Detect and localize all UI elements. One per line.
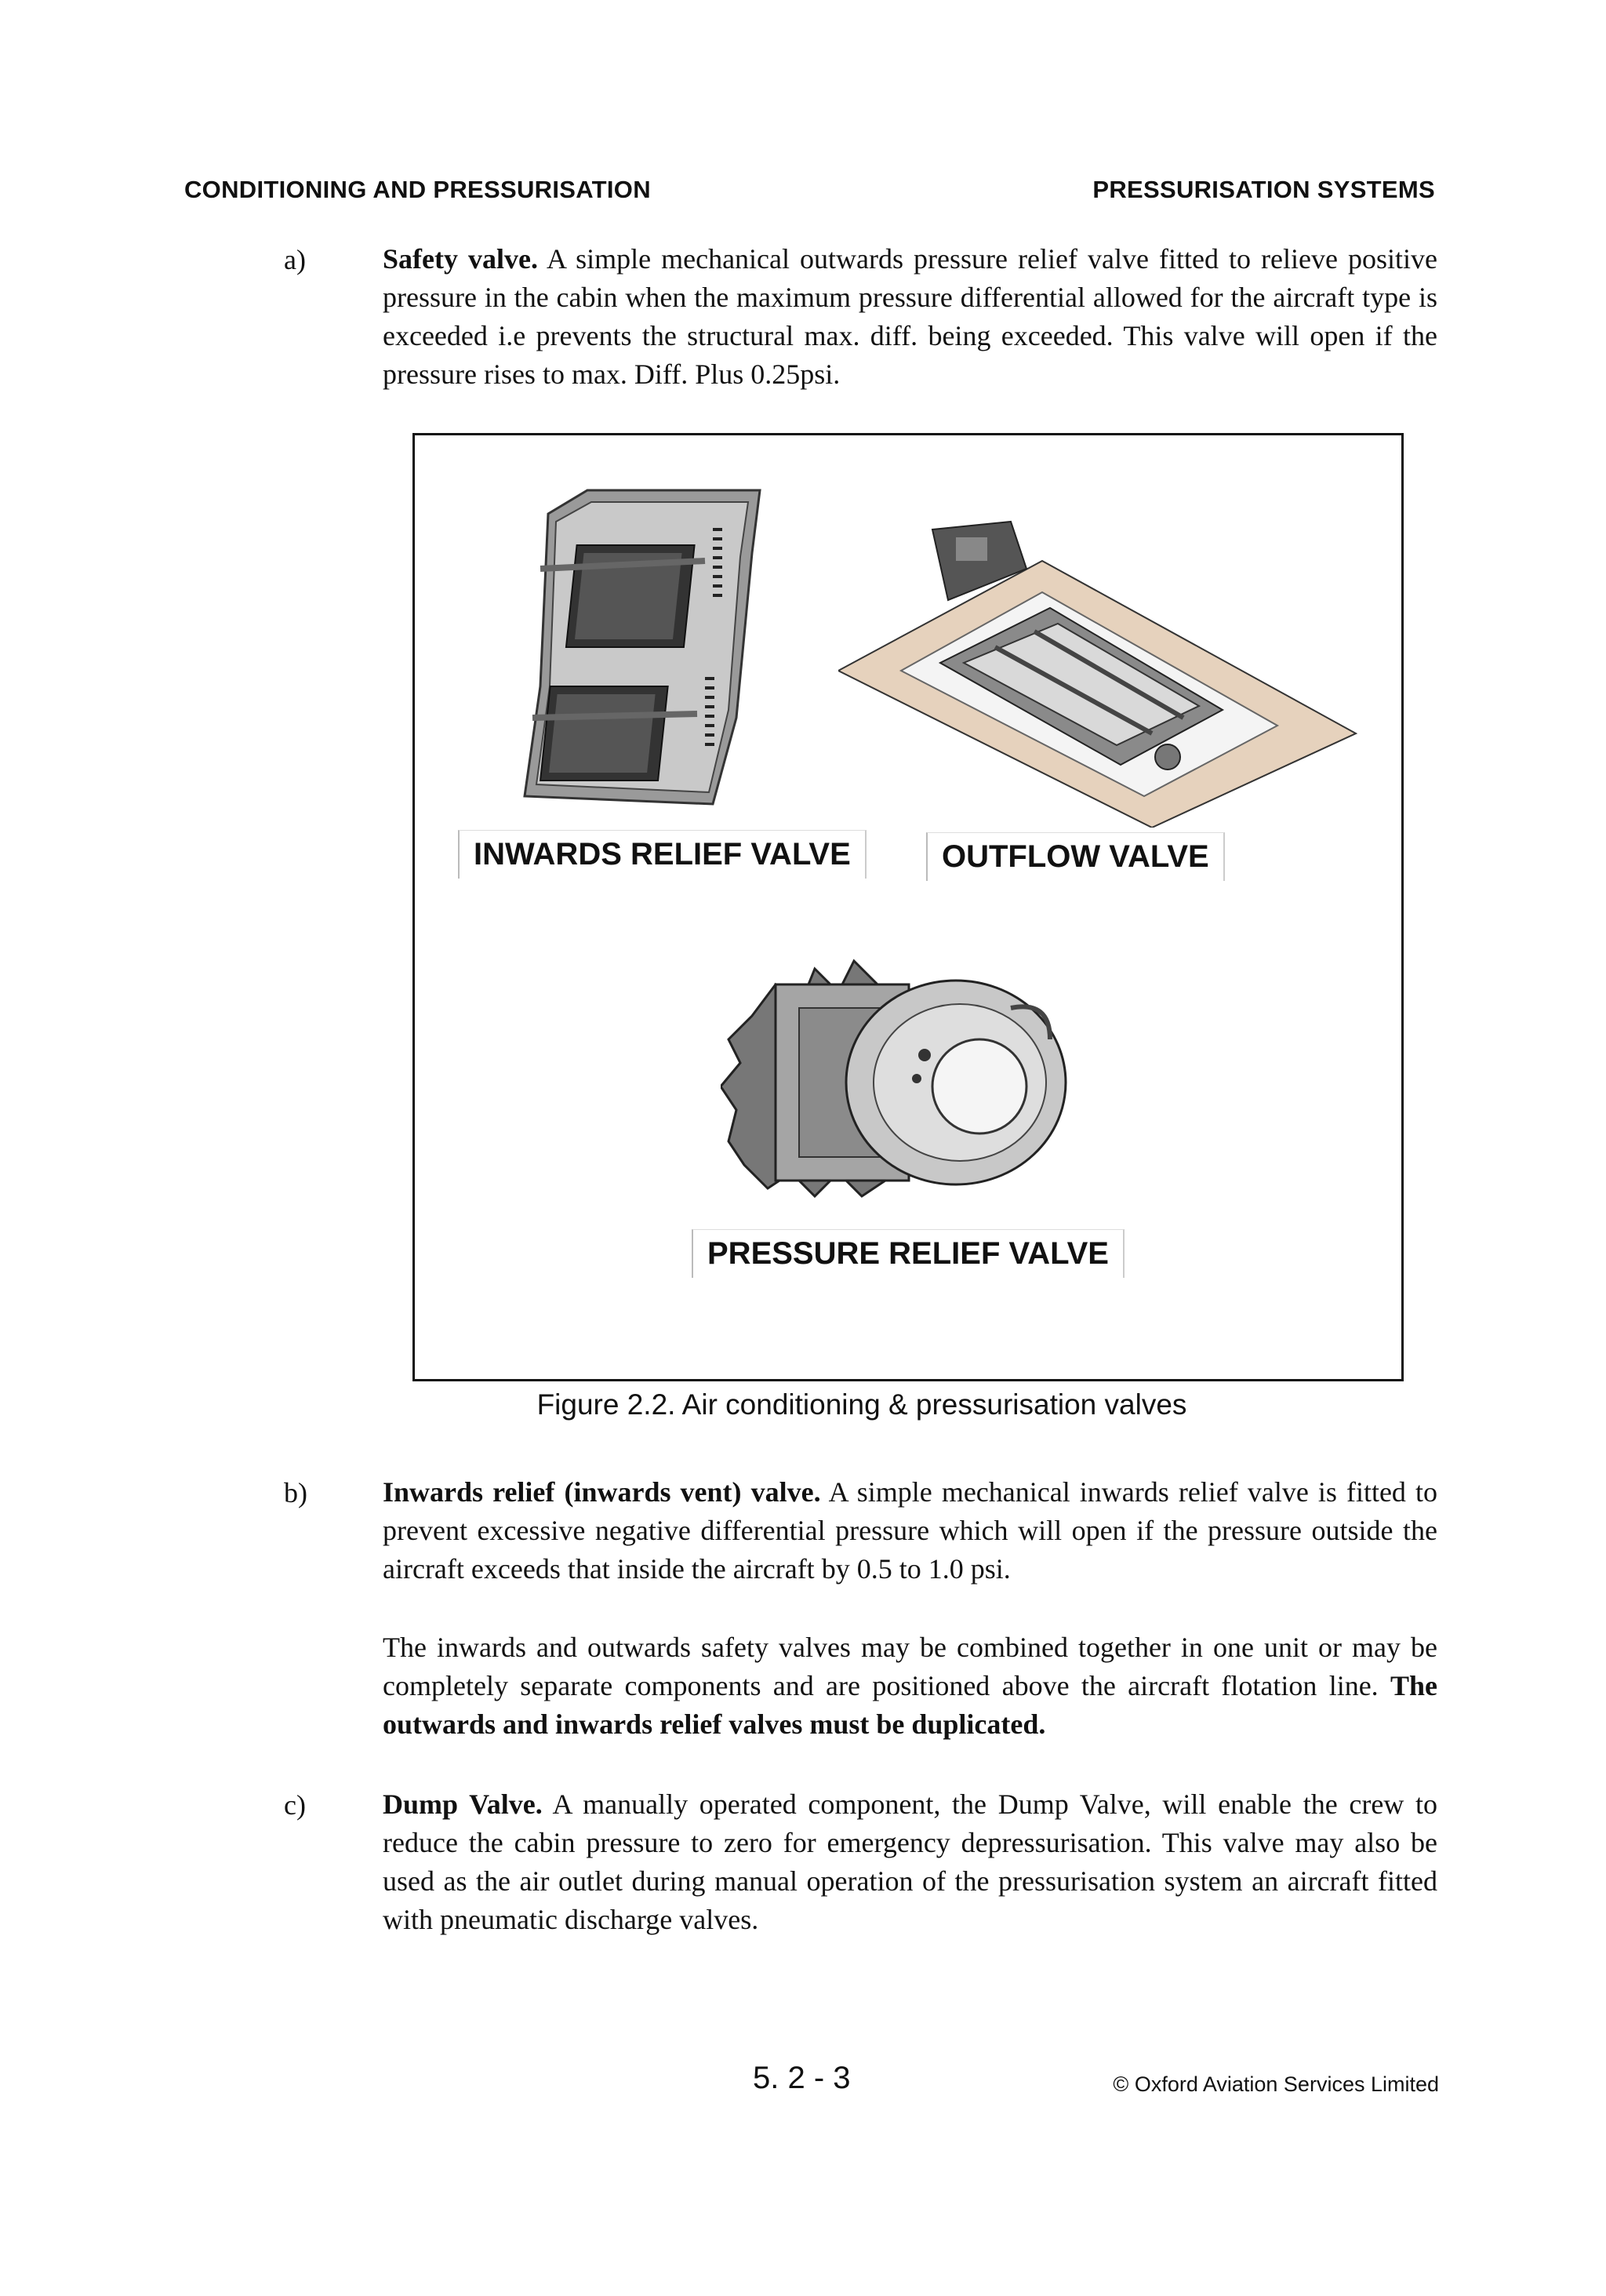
pressure-relief-valve-illustration bbox=[721, 953, 1097, 1204]
item-b-label: b) bbox=[284, 1477, 307, 1508]
figure-frame bbox=[412, 433, 1404, 1381]
copyright-notice: © Oxford Aviation Services Limited bbox=[1113, 2072, 1439, 2096]
item-a-body: A simple mechanical outwards pressure relief valve fitted to relieve positive pressure in the cabin when the maximum pressure differential allowed for the aircraft type is exceeded i.e prevents the structural max. diff. being exceeded. This valve will open if the pressure rises to max. Diff. Plus 0.25psi. bbox=[383, 243, 1437, 390]
figure-caption: Figure 2.2. Air conditioning & pressurisation valves bbox=[536, 1388, 1187, 1421]
item-b-paragraph bbox=[383, 1473, 1437, 1588]
item-c-title: Dump Valve. bbox=[383, 1788, 543, 1820]
label-inwards-relief-valve: INWARDS RELIEF VALVE bbox=[458, 830, 867, 879]
item-a-label: a) bbox=[284, 244, 306, 275]
item-a-title: Safety valve. bbox=[383, 243, 538, 275]
item-b-followup-bold: The outwards and inwards relief valves must be duplicated. bbox=[383, 1670, 1437, 1740]
label-outflow-valve: OUTFLOW VALVE bbox=[926, 832, 1225, 881]
item-b-followup-paragraph bbox=[383, 1628, 1437, 1744]
item-b-followup-text: The inwards and outwards safety valves may be combined together in one unit or may be completely separate components and are positioned above the aircraft flotation line. bbox=[383, 1632, 1437, 1701]
label-pressure-relief-valve: PRESSURE RELIEF VALVE bbox=[692, 1229, 1125, 1278]
page-number: 5. 2 - 3 bbox=[753, 2061, 851, 2095]
item-b-body: A simple mechanical inwards relief valve is fitted to prevent excessive negative differential pressure which will open if the pressure outside the aircraft exceeds that inside the aircraft by 0.5 to 1.0 psi. bbox=[383, 1476, 1438, 1585]
item-b-title: Inwards relief (inwards vent) valve. bbox=[383, 1476, 821, 1508]
outflow-valve-illustration bbox=[838, 498, 1372, 828]
item-c-paragraph bbox=[383, 1785, 1437, 1939]
item-a-paragraph bbox=[383, 240, 1437, 394]
running-header-right: PRESSURISATION SYSTEMS bbox=[1092, 176, 1435, 203]
item-c-label: c) bbox=[284, 1789, 306, 1821]
inwards-relief-valve-illustration bbox=[517, 482, 783, 820]
running-header-left: CONDITIONING AND PRESSURISATION bbox=[184, 176, 651, 203]
item-c-body: A manually operated component, the Dump Valve, will enable the crew to reduce the cabin pressure to zero for emergency depressurisation. This valve may also be used as the air outlet during manual operation of the pressurisation system an aircraft fitted with pneumatic discharge valves. bbox=[383, 1788, 1438, 1935]
